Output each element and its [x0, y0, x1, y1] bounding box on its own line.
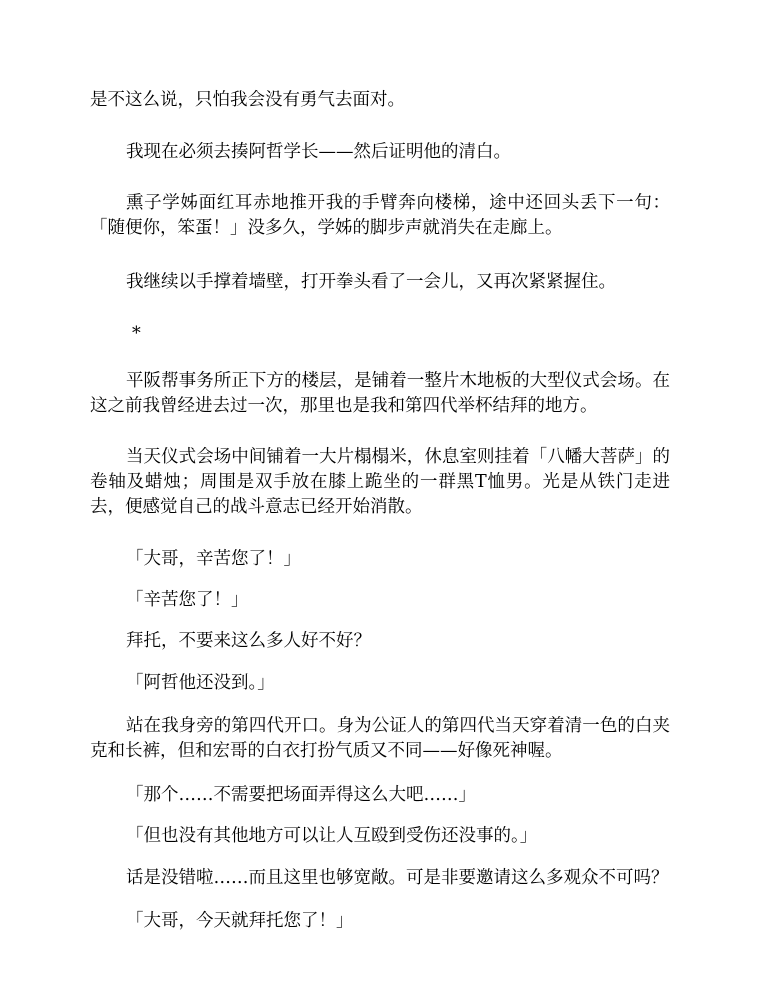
paragraph-10: 「阿哲他还没到。」	[126, 673, 275, 693]
document-page	[90, 88, 670, 934]
paragraph-4: 我继续以手撑着墙壁，打开拳头看了一会儿，又再次紧紧握住。	[126, 272, 616, 292]
paragraph-9: 拜托，不要来这么多人好不好？	[126, 631, 371, 651]
paragraph-14: 话是没错啦……而且这里也够宽敞。可是非要邀请这么多观众不可吗？	[126, 868, 669, 888]
section-separator: *	[132, 324, 141, 344]
paragraph-6: 当天仪式会场中间铺着一大片榻榻米，休息室则挂着「八幡大菩萨」的卷轴及蜡烛；周围是双手放在膝上跪坐的一群黑T恤男。光是从铁门走进去，便感觉自己的战斗意志已经开始消散。	[90, 447, 670, 517]
paragraph-1: 是不这么说，只怕我会没有勇气去面对。	[90, 90, 405, 110]
paragraph-2: 我现在必须去揍阿哲学长——然后证明他的清白。	[126, 142, 511, 162]
paragraph-12: 「那个……不需要把场面弄得这么大吧……」	[126, 785, 476, 805]
paragraph-11: 站在我身旁的第四代开口。身为公证人的第四代当天穿着清一色的白夹克和长裤，但和宏哥的白衣打扮气质又不同——好像死神喔。	[90, 716, 670, 761]
paragraph-7: 「大哥，辛苦您了！」	[126, 549, 301, 569]
paragraph-8: 「辛苦您了！」	[126, 590, 249, 610]
paragraph-5: 平阪帮事务所正下方的楼层，是铺着一整片木地板的大型仪式会场。在这之前我曾经进去过一次，那里也是我和第四代举杯结拜的地方。	[90, 371, 670, 416]
paragraph-15: 「大哥，今天就拜托您了！」	[126, 911, 354, 931]
paragraph-13: 「但也没有其他地方可以让人互殴到受伤还没事的。」	[126, 826, 538, 846]
paragraph-3: 熏子学姊面红耳赤地推开我的手臂奔向楼梯，途中还回头丢下一句：「随便你，笨蛋！」没多久，学姊的脚步声就消失在走廊上。	[90, 193, 670, 238]
